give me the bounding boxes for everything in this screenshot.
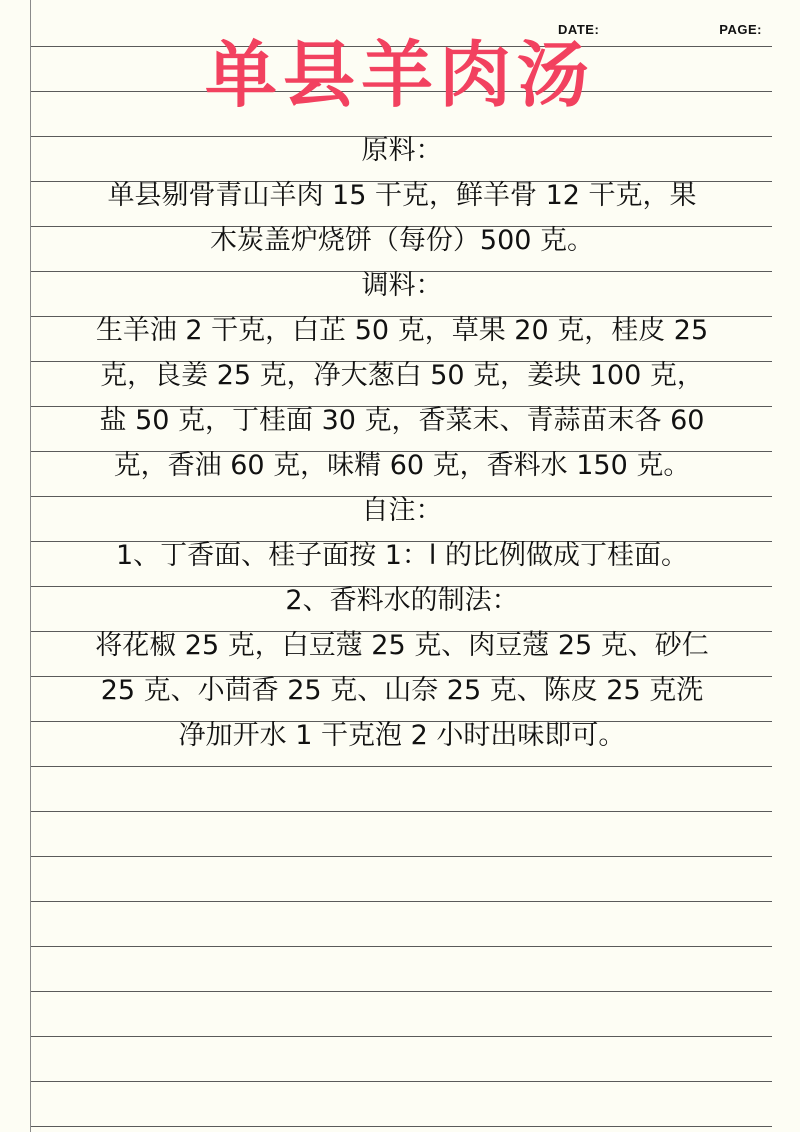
rule-line xyxy=(30,901,772,902)
rule-line xyxy=(30,766,772,767)
recipe-line: 克，香油 60 克，味精 60 克，香料水 150 克。 xyxy=(113,450,691,481)
rule-line xyxy=(30,1081,772,1082)
recipe-line: 净加开水 1 干克泡 2 小时出味即可。 xyxy=(178,720,626,751)
date-label: DATE: xyxy=(558,22,600,37)
section-heading: 调料： xyxy=(361,270,443,301)
recipe-line: 1、丁香面、桂子面按 1：l 的比例做成丁桂面。 xyxy=(115,540,689,571)
recipe-line: 2、香料水的制法： xyxy=(285,585,519,616)
recipe-line: 生羊油 2 干克，白芷 50 克，草果 20 克，桂皮 25 xyxy=(95,315,709,346)
rule-line xyxy=(30,946,772,947)
recipe-line: 单县剔骨青山羊肉 15 干克，鲜羊骨 12 干克，果 xyxy=(107,180,697,211)
recipe-line: 盐 50 克，丁桂面 30 克，香菜末、青蒜苗末各 60 xyxy=(99,405,705,436)
page-title: 单县羊肉汤 xyxy=(204,33,595,117)
section-heading: 自注： xyxy=(361,495,443,526)
recipe-body xyxy=(40,128,764,758)
rule-line xyxy=(30,856,772,857)
recipe-line: 克，良姜 25 克，净大葱白 50 克，姜块 100 克， xyxy=(100,360,704,391)
recipe-line: 木炭盖炉烧饼（每份）500 克。 xyxy=(209,225,595,256)
recipe-line: 将花椒 25 克，白豆蔻 25 克、肉豆蔻 25 克、砂仁 xyxy=(95,630,709,661)
section-heading: 原料： xyxy=(361,135,443,166)
left-margin-line xyxy=(30,0,31,1132)
rule-line xyxy=(30,1036,772,1037)
recipe-line: 25 克、小茴香 25 克、山奈 25 克、陈皮 25 克洗 xyxy=(100,675,704,706)
rule-line xyxy=(30,1126,772,1127)
rule-line xyxy=(30,811,772,812)
page-label: PAGE: xyxy=(719,22,762,37)
rule-line xyxy=(30,991,772,992)
